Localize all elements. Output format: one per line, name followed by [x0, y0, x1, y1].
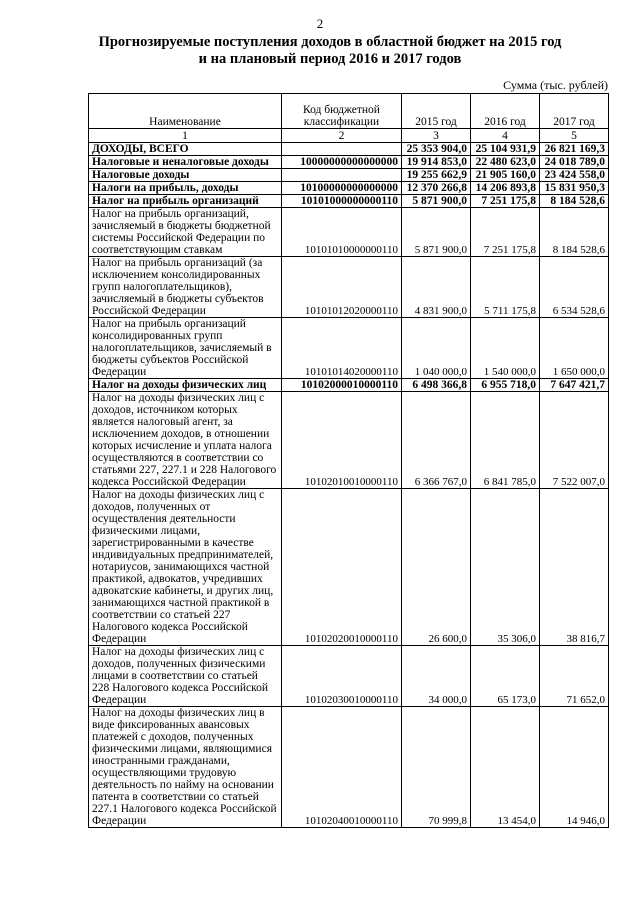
- row-value-2017: 7 647 421,7: [540, 379, 609, 392]
- row-value-2017: 24 018 789,0: [540, 156, 609, 169]
- table-row: [89, 169, 609, 182]
- title-line-1: Прогнозируемые поступления доходов в областной бюджет на 2015 год: [98, 34, 562, 50]
- row-value-2016: 6 955 718,0: [471, 379, 540, 392]
- row-name: Налог на доходы физических лиц: [89, 379, 282, 392]
- table-row: [89, 318, 609, 379]
- row-name: Налог на доходы физических лиц в виде фиксированных авансовых платежей с доходов, полученных физическими лицами, являющимися иностранными гражданами, осуществляющими трудовую деятельность по найму на основании патента в соответствии со статьей 227.1 Налогового кодекса Российской Федерации: [89, 707, 282, 828]
- row-value-2017: 71 652,0: [540, 646, 609, 707]
- row-value-2017: 8 184 528,6: [540, 208, 609, 257]
- row-name: Налог на прибыль организаций: [89, 195, 282, 208]
- column-number: 5: [540, 129, 609, 143]
- row-value-2016: 6 841 785,0: [471, 392, 540, 489]
- row-name: Налог на доходы физических лиц с доходов, полученных от осуществления деятельности физическими лицами, зарегистрированными в качестве индивидуальных предпринимателей, нотариусов, занимающихся частной практикой, адвокатов, учредивших адвокатские кабинеты, и других лиц, занимающихся частной практикой в соответствии со статьей 227 Налогового кодекса Российской Федерации: [89, 489, 282, 646]
- units-caption: Сумма (тыс. рублей): [503, 78, 608, 92]
- row-name: Налог на прибыль организаций (за исключением консолидированных групп налогоплательщиков), зачисляемый в бюджеты субъектов Российской Федерации: [89, 257, 282, 318]
- row-value-2017: 1 650 000,0: [540, 318, 609, 379]
- table-row: [89, 156, 609, 169]
- row-value-2017: 26 821 169,3: [540, 143, 609, 156]
- row-name: Налоговые доходы: [89, 169, 282, 182]
- row-code: [282, 143, 402, 156]
- page-title: [60, 34, 600, 68]
- row-value-2016: 7 251 175,8: [471, 208, 540, 257]
- row-value-2015: 1 040 000,0: [402, 318, 471, 379]
- table-row: [89, 646, 609, 707]
- row-value-2016: 22 480 623,0: [471, 156, 540, 169]
- row-value-2016: 35 306,0: [471, 489, 540, 646]
- table-row: [89, 257, 609, 318]
- row-value-2017: 8 184 528,6: [540, 195, 609, 208]
- row-value-2017: 6 534 528,6: [540, 257, 609, 318]
- row-value-2015: 12 370 266,8: [402, 182, 471, 195]
- row-code: 10101014020000110: [282, 318, 402, 379]
- row-value-2015: 34 000,0: [402, 646, 471, 707]
- revenue-table: [88, 93, 609, 828]
- row-name: Налог на прибыль организаций, зачисляемый в бюджеты бюджетной системы Российской Федерации по соответствующим ставкам: [89, 208, 282, 257]
- header-code: Код бюджетной классификации: [282, 94, 402, 129]
- row-value-2015: 19 255 662,9: [402, 169, 471, 182]
- row-name: Налоговые и неналоговые доходы: [89, 156, 282, 169]
- row-code: 10102040010000110: [282, 707, 402, 828]
- row-name: Налог на доходы физических лиц с доходов, полученных физическими лицами в соответствии со статьей 228 Налогового кодекса Российской Федерации: [89, 646, 282, 707]
- row-value-2016: 25 104 931,9: [471, 143, 540, 156]
- row-name: ДОХОДЫ, ВСЕГО: [89, 143, 282, 156]
- row-name: Налог на прибыль организаций консолидированных групп налогоплательщиков, зачисляемый в бюджеты субъектов Российской Федерации: [89, 318, 282, 379]
- table-row: [89, 489, 609, 646]
- row-value-2016: 14 206 893,8: [471, 182, 540, 195]
- row-value-2017: 15 831 950,3: [540, 182, 609, 195]
- row-value-2016: 7 251 175,8: [471, 195, 540, 208]
- column-number: 4: [471, 129, 540, 143]
- table-header-row: [89, 94, 609, 129]
- row-value-2015: 26 600,0: [402, 489, 471, 646]
- table-row: [89, 195, 609, 208]
- row-value-2016: 1 540 000,0: [471, 318, 540, 379]
- row-value-2016: 21 905 160,0: [471, 169, 540, 182]
- column-number: 3: [402, 129, 471, 143]
- header-name: Наименование: [89, 94, 282, 129]
- table-row: [89, 707, 609, 828]
- row-code: 10102020010000110: [282, 489, 402, 646]
- column-number: 2: [282, 129, 402, 143]
- row-code: 10101012020000110: [282, 257, 402, 318]
- row-value-2017: 23 424 558,0: [540, 169, 609, 182]
- row-value-2015: 5 871 900,0: [402, 208, 471, 257]
- row-value-2017: 38 816,7: [540, 489, 609, 646]
- row-value-2015: 6 498 366,8: [402, 379, 471, 392]
- page-number: 2: [316, 16, 324, 31]
- row-value-2015: 70 999,8: [402, 707, 471, 828]
- column-number-row: [89, 129, 609, 143]
- row-code: 10000000000000000: [282, 156, 402, 169]
- table-row: [89, 143, 609, 156]
- row-value-2016: 13 454,0: [471, 707, 540, 828]
- table-row: [89, 182, 609, 195]
- row-code: [282, 169, 402, 182]
- title-line-2: и на плановый период 2016 и 2017 годов: [198, 51, 462, 67]
- row-value-2015: 4 831 900,0: [402, 257, 471, 318]
- row-value-2017: 14 946,0: [540, 707, 609, 828]
- row-name: Налоги на прибыль, доходы: [89, 182, 282, 195]
- row-code: 10101010000000110: [282, 208, 402, 257]
- row-value-2015: 5 871 900,0: [402, 195, 471, 208]
- column-number: 1: [89, 129, 282, 143]
- row-name: Налог на доходы физических лиц с доходов, источником которых является налоговый агент, за исключением доходов, в отношении которых исчисление и уплата налога осуществляются в соответствии со статьями 227, 227.1 и 228 Налогового кодекса Российской Федерации: [89, 392, 282, 489]
- row-code: 10102010010000110: [282, 392, 402, 489]
- table-row: [89, 379, 609, 392]
- row-value-2015: 25 353 904,0: [402, 143, 471, 156]
- header-2015: 2015 год: [402, 94, 471, 129]
- row-value-2015: 19 914 853,0: [402, 156, 471, 169]
- row-value-2015: 6 366 767,0: [402, 392, 471, 489]
- row-code: 10100000000000000: [282, 182, 402, 195]
- row-code: 10102030010000110: [282, 646, 402, 707]
- table-row: [89, 208, 609, 257]
- header-2017: 2017 год: [540, 94, 609, 129]
- row-value-2016: 5 711 175,8: [471, 257, 540, 318]
- row-code: 10102000010000110: [282, 379, 402, 392]
- row-code: 10101000000000110: [282, 195, 402, 208]
- row-value-2016: 65 173,0: [471, 646, 540, 707]
- row-value-2017: 7 522 007,0: [540, 392, 609, 489]
- header-2016: 2016 год: [471, 94, 540, 129]
- table-row: [89, 392, 609, 489]
